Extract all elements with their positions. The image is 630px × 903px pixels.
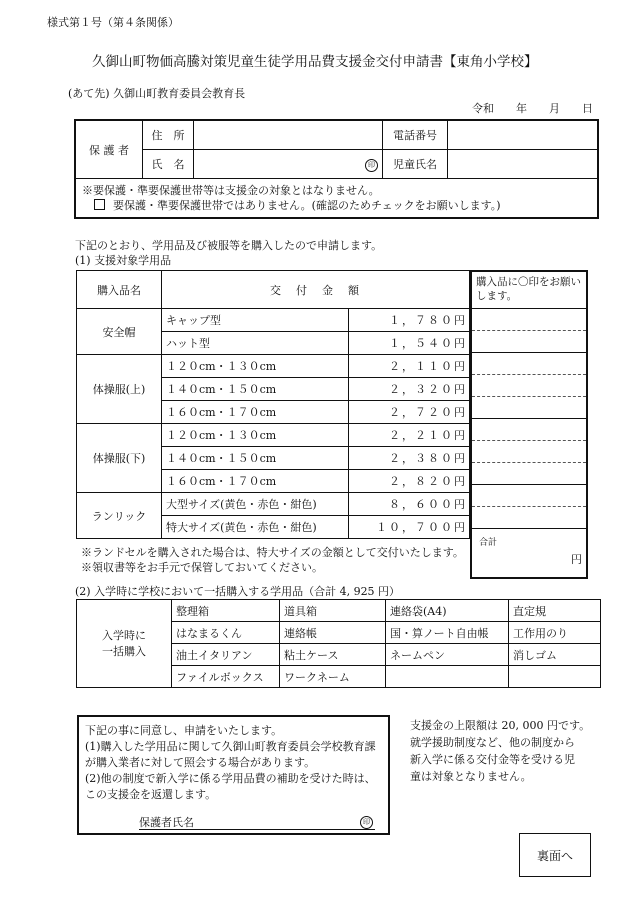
bulk-item [509,666,601,688]
note-receipt: ※領収書等をお手元で保管しておいてください。 [81,561,323,574]
side-note [410,717,590,785]
items-table [76,270,470,539]
date-field[interactable]: 令和 年 月 日 [472,102,593,115]
name-label: 氏 名 [143,150,194,179]
order-mark-cell[interactable] [472,309,586,331]
total-unit: 円 [571,553,582,566]
bulk-item: ファイルボックス [172,666,280,688]
eligibility-checkbox-label: 要保護・準要保護世帯ではありません。(確認のためチェックをお願いします。) [113,199,501,212]
eligibility-checkbox[interactable] [94,199,105,210]
order-mark-cell[interactable] [472,397,586,419]
order-mark-column [470,270,588,579]
item-name: １４０cm・１５０cm [162,378,349,401]
item-price: ２，３２０円 [349,378,470,401]
bulk-item: ワークネーム [280,666,386,688]
item-price: ２，１１０円 [349,355,470,378]
order-mark-header: 購入品に〇印をお願いします。 [472,272,586,309]
section1-heading: (1) 支援対象学用品 [75,254,172,267]
child-name-label: 児童氏名 [383,150,448,179]
bulk-item: 粘土ケース [280,644,386,666]
agreement-line: が購入業者に対して照会する場合があります。 [85,756,316,769]
agreement-line: (1)購入した学用品に関して久御山町教育委員会学校教育課 [85,740,376,753]
eligibility-note: ※要保護・準要保護世帯等は支援金の対象とはなりません。 [82,184,380,197]
bulk-item: 直定規 [509,600,601,622]
bulk-purchase-table [76,599,601,688]
item-name: １２０cm・１３０cm [162,424,349,447]
bulk-item: 工作用のり [509,622,601,644]
col-amount-header: 交 付 金 額 [162,271,470,309]
side-note-line: 就学援助制度など、他の制度から [410,736,575,749]
agreement-line: この支援金を返還します。 [85,788,217,801]
bulk-item: 連絡袋(A4) [386,600,509,622]
bulk-item: 道具箱 [280,600,386,622]
seal-stamp-icon: 印 [365,159,378,172]
group-name: ランリック [77,493,162,539]
bulk-item: はなまるくん [172,622,280,644]
order-mark-cell[interactable] [472,485,586,507]
col-item-header: 購入品名 [77,271,162,309]
next-page-box: 裏面へ [519,833,591,877]
item-name: 大型サイズ(黄色・赤色・紺色) [162,493,349,516]
bulk-item: 油土イタリアン [172,644,280,666]
addressee: (あて先) 久御山町教育委員会教育長 [68,87,246,100]
name-field[interactable] [194,150,383,179]
bulk-item: 整理箱 [172,600,280,622]
child-name-field[interactable] [448,150,599,179]
agreement-line: (2)他の制度で新入学に係る学用品費の補助を受けた時は、 [85,772,376,785]
agreement-box [77,715,390,835]
phone-field[interactable] [448,120,599,150]
item-name: 特大サイズ(黄色・赤色・紺色) [162,516,349,539]
bulk-item: 消しゴム [509,644,601,666]
item-price: ８，６００円 [349,493,470,516]
item-price: １０，７００円 [349,516,470,539]
item-price: １，５４０円 [349,332,470,355]
guardian-header: 保 護 者 [75,120,143,179]
phone-label: 電話番号 [383,120,448,150]
bulk-label-line2: 一括購入 [102,644,146,658]
intro-text: 下記のとおり、学用品及び被服等を購入したので申請します。 [75,239,383,252]
signature-label: 保護者氏名 [139,816,194,829]
total-field[interactable] [472,529,586,569]
group-name: 体操服(下) [77,424,162,493]
bulk-item [386,666,509,688]
order-mark-cell[interactable] [472,441,586,463]
group-name: 安全帽 [77,309,162,355]
item-name: １４０cm・１５０cm [162,447,349,470]
seal-stamp-icon: 印 [360,816,373,829]
order-mark-cell[interactable] [472,375,586,397]
item-price: １，７８０円 [349,309,470,332]
item-name: キャップ型 [162,309,349,332]
page-title: 久御山町物価高騰対策児童生徒学用品費支援金交付申請書【東角小学校】 [92,54,538,70]
guardian-table [74,119,599,219]
bulk-label-line1: 入学時に [102,628,146,642]
note-randoseru: ※ランドセルを購入された場合は、特大サイズの金額として交付いたします。 [81,546,464,559]
side-note-line: 新入学に係る交付金等を受ける児 [410,753,575,766]
item-price: ２，７２０円 [349,401,470,424]
total-label: 合計 [479,538,498,548]
item-price: ２，３８０円 [349,447,470,470]
section2-heading: (2) 入学時に学校において一括購入する学用品（合計 4, 925 円） [75,585,401,598]
order-mark-cell[interactable] [472,419,586,441]
bulk-item: 国・算ノート自由帳 [386,622,509,644]
group-name: 体操服(上) [77,355,162,424]
bulk-item: 連絡帳 [280,622,386,644]
form-number: 様式第１号（第４条関係） [47,16,179,29]
item-name: ハット型 [162,332,349,355]
item-name: １６０cm・１７０cm [162,401,349,424]
item-name: １６０cm・１７０cm [162,470,349,493]
address-field[interactable] [194,120,383,150]
address-label: 住 所 [143,120,194,150]
agreement-line: 下記の事に同意し、申請をいたします。 [85,724,283,737]
item-name: １２０cm・１３０cm [162,355,349,378]
order-mark-cell[interactable] [472,353,586,375]
side-note-line: 支援金の上限額は 20, 000 円です。 [410,719,591,732]
signature-field[interactable] [139,815,375,830]
item-price: ２，２１０円 [349,424,470,447]
order-mark-cell[interactable] [472,331,586,353]
order-mark-cell[interactable] [472,463,586,485]
item-price: ２，８２０円 [349,470,470,493]
order-mark-cell[interactable] [472,507,586,529]
bulk-item: ネームペン [386,644,509,666]
side-note-line: 童は対象となりません。 [410,770,532,783]
